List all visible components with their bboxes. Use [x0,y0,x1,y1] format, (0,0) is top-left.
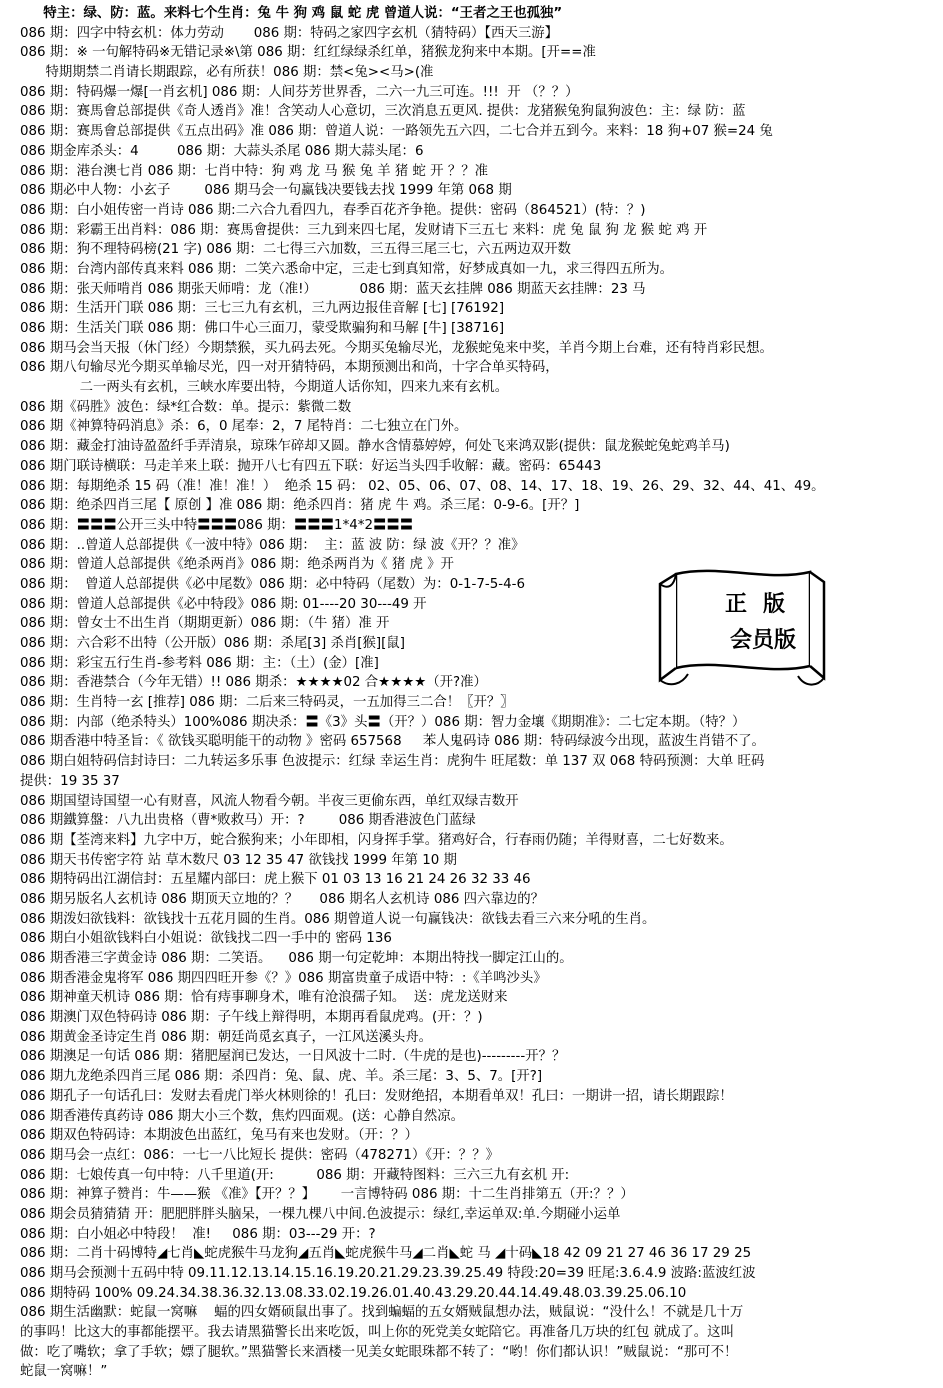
text-line: 086 期另版名人玄机诗 086 期顶天立地的？？ 086 期名人玄机诗 086 四六靠边的？ [20,891,544,907]
text-line: 086 期：曾女士不出生肖（期期更新）086 期：（牛 猪）准 开 [20,616,390,632]
edition-stamp [708,586,818,658]
text-line: 086 期：内部（绝杀特头）100%086 期决杀：〓《3》头〓（开？）086 期：智力金壤《期期准》：二七定本期。（特？） [20,714,746,730]
text-line: 086 期国望诗国望一心有财喜，风流人物看今朝。半夜三更偷东西，单红双绿吉数开 [20,793,519,809]
text-line: 086 期九龙绝杀四肖三尾 086 期：杀四肖：兔、鼠、虎、羊。杀三尾：3、5、7。[开?] [20,1069,543,1085]
text-line: 086 期澳门双色特码诗 086 期：子午线上辩得明，本期再看鼠虎鸡。(开：？) [20,1010,483,1026]
text-line: 086 期：张天师啃肖 086 期张天师啃：龙（准!） 086 期：蓝天玄挂牌 086 期蓝天玄挂牌：23 马 [20,281,646,297]
text-line: 086 期：白小姐必中特段！ 准! 086 期：03---29 开：? [20,1226,376,1242]
text-line: 086 期澳足一句话 086 期：猪肥屋润已发达，一日风波十二时.（牛虎的是也)---------开？？ [20,1049,566,1065]
text-line: 086 期必中人物：小玄子 086 期马会一句赢钱决要钱去找 1999 年第 068 期 [20,183,512,199]
text-line: 特期期禁二肖请长期跟踪，必有所获！086 期：禁<兔><马>(准 [20,65,434,81]
text-line: 086 期： 曾道人总部提供《必中尾数》086 期：必中特码（尾数）为：0-1-7-5-4-6 [20,576,525,592]
text-line: 086 期马会一点红：086：一七一八比短长 提供：密码（478271）《开：？？》 [20,1147,499,1163]
text-line: 086 期孔子一句话孔曰：发财去看虎门举火林则徐的！孔曰：发财绝招，本期看单双！孔曰：一期讲一招，请长期跟踪！ [20,1088,733,1104]
text-line: 086 期《神算特码消息》杀：6，0 尾奉：2，7 尾特肖：二七独立在门外。 [20,419,468,435]
text-line: 086 期白姐特码信封诗曰：二九转运多乐事 色波提示：红绿 幸运生肖：虎狗牛 旺尾数：单 137 双 068 特码预测：大单 旺码 [20,754,765,770]
text-line: 086 期香港金鬼将军 086 期四四旺开参《？》086 期富贵童子成语中特：:《羊鸣沙头》 [20,970,547,986]
text-line: 086 期门联诗横联：马走羊来上联：抛开八七有四五下联：好运当头四手收解：藏。密码：65443 [20,458,602,474]
text-line: 086 期金库杀头：4 086 期：大蒜头杀尾 086 期大蒜头尾：6 [20,143,424,159]
text-line: 086 期：香港禁合（今年无错）!! 086 期杀：★★★★02 合★★★★（开?准） [20,675,487,691]
text-line: 086 期《码胜》波色：绿*红合数：单。提示：紫微二数 [20,399,352,415]
text-line: 086 期：白小姐传密一肖诗 086 期:二六合九看四九，春季百花齐争艳。提供：密码（864521）(特：？) [20,202,646,218]
text-line: 提供：19 35 37 [20,773,120,789]
text-line: 086 期双色特码诗：本期波色出蓝红，兔马有来也发财。（开：？） [20,1128,419,1144]
text-line: 086 期黄金圣诗定生肖 086 期：朝廷尚觅玄真子，一江风送溪头舟。 [20,1029,433,1045]
stamp-line-2: 会员版 [729,627,796,653]
text-line: 086 期：藏金打油诗盈盈纤手弄清泉，琼珠乍碎却又圆。静水含情慕婷婷，何处飞来鸿双影(提供：鼠龙猴蛇兔蛇鸡羊马) [20,439,730,455]
text-line: 086 期：生肖特一玄 [推荐] 086 期：二后来三特码灵，一五加得三二合！〖开？〗 [20,695,514,711]
text-line: 086 期：神算子赞肖：牛——猴 《准》【开？？】 一言博特码 086 期：十二生肖排第五（开:？？） [20,1187,634,1203]
stamp-line-1: 正版 [724,591,801,617]
text-line: 086 期香港传真药诗 086 期大小三个数，焦灼四面观。(送：心静自然凉。 [20,1108,465,1124]
text-line: 086 期白小姐欲钱料白小姐说：欲钱找二四一手中的 密码 136 [20,931,392,947]
text-line: 086 期：台湾内部传真来料 086 期：二笑六悉命中定，三走七到真知常，好梦成真如一九，求三得四五所为。 [20,261,674,277]
text-line: 086 期：港台澳七肖 086 期：七肖中特：狗 鸡 龙 马 猴 兔 羊 猪 蛇 开 ？？准 [20,163,488,179]
text-line: 086 期：四字中特玄机：体力劳动 086 期：特码之家四字玄机（猜特码）【西天三游】 [20,25,559,41]
text-line: 086 期：赛馬會总部提供《五点出码》准 086 期：曾道人说：一路领先五六四，二七合并五到今。来料：18 狗+07 猴=24 兔 [20,124,773,140]
text-line: 086 期：绝杀四肖三尾【 原创 】准 086 期：绝杀四肖：猪 虎 牛 鸡。杀三尾：0-9-6。[开？] [20,498,580,514]
text-line: 086 期泼妇欲钱料：欲钱找十五花月圆的生肖。086 期曾道人说一句赢钱决：欲钱去看三六来分吼的生肖。 [20,911,656,927]
text-line: 086 期：※ 一句解特码※无错记录※\第 086 期：红红绿绿杀红单，猪猴龙狗来中本期。[开==准 [20,45,596,61]
text-line: 086 期：彩宝五行生肖-参考料 086 期：主：（土）(金）[准] [20,655,379,671]
text-line: 086 期马会预测十五码中特 09.11.12.13.14.15.16.19.20.21.29.23.39.25.49 特段:20=39 旺尾:3.6.4.9 波路:蓝波红波 [20,1266,756,1281]
text-line: 086 期特码出江湖信封：五星耀内部曰：虎上猴下 01 03 13 16 21 24 26 32 33 46 [20,872,531,888]
text-line: 做：吃了嘴软；拿了手软；嫖了腿软。”黑猫警长来酒楼一见美女蛇眼珠都不转了：“哟！你们都认识！”贼鼠说：“那可不！ [20,1344,738,1360]
text-line: 086 期鐵算盤：八九出贵格（曹*败救马）开：? 086 期香港波色门蓝绿 [20,813,476,829]
text-line: 086 期香港中特圣旨：《 欲钱买聪明能干的动物 》密码 657568 苯人鬼码诗 086 期：特码绿波今出现，蓝波生肖错不了。 [20,734,765,750]
text-line: 二一两头有玄机，三峡水库要出特，今期道人话你知，四来九来有玄机。 [20,380,509,396]
text-line: 086 期八句输尽光今期买单输尽光，四一对开猜特码，本期预测出和尚，十字合单买特码， [20,360,559,376]
text-line: 086 期：特码爆一爆[一肖玄机] 086 期：人间芬芳世界香，二六一九三可连。!!! 开 （？？） [20,84,579,100]
text-line: 086 期：生活开门联 086 期：三七三九有玄机，三九两边报佳音解 [七] [76192] [20,301,505,317]
text-line: 086 期：赛馬會总部提供《奇人透肖》准！含笑动人心意切，三次消息五更风. 提供：龙猪猴兔狗鼠狗波色：主：绿 防：蓝 [20,104,746,120]
text-line: 086 期马会当天报（休门经）今期禁猴，买九码去死。今期买兔输尽光，龙猴蛇兔来中奖，羊肖今期上台难，还有特肖彩民想。 [20,340,773,356]
text-line: 086 期：二肖十码博特◢七肖◣蛇虎猴牛马龙狗◢五肖◣蛇虎猴牛马◢二肖◣蛇 马 ◢十码◣18 42 09 21 27 46 36 17 29 25 [20,1246,752,1262]
text-line: 086 期神童天机诗 086 期：恰有痔事聊身术，唯有沧浪孺子知。 送：虎龙送财来 [20,990,508,1006]
text-line: 特主：绿、防：蓝。来料七个生肖：兔 牛 狗 鸡 鼠 蛇 虎 曾道人说：“王者之王也孤独” [20,6,563,21]
text-line: 086 期香港三字黄金诗 086 期：二笑语。 086 期一句定乾坤：本期出特找一脚定江山的。 [20,951,573,966]
text-line: 蛇鼠一窝嘛！” [20,1364,108,1380]
text-line: 086 期生活幽默：蛇鼠一窝嘛 蝠的四女婿硕鼠出事了。找到蝙蝠的五女婿贼鼠想办法，贼鼠说：“没什么！不就是几十万 [20,1305,744,1321]
text-line: 086 期会员猜猜猜 开：肥肥胖胖头脑呆，一棵九棵八中间.色波提示：绿红,幸运单双:单.今期碰小运单 [20,1206,621,1222]
text-line: 086 期：六合彩不出特（公开版）086 期：杀尾[3] 杀肖[猴][鼠] [20,636,405,651]
text-line: 086 期：七娘传真一句中特：八千里道(开: 086 期：开藏特图料：三六三九有玄机 开: [20,1167,570,1183]
text-line: 086 期：狗不理特码榜(21 字) 086 期：二七得三六加数，三五得三尾三七，六五两边双开数 [20,242,571,258]
text-line: 086 期特码 100% 09.24.34.38.36.32.13.08.33.02.19.26.01.40.43.29.20.44.14.49.48.03.39.25.06.10 [20,1285,687,1301]
text-line: 086 期：每期绝杀 15 码（准！准！准！） 绝杀 15 码： 02、05、06、07、08、14、17、18、19、26、29、32、44、41、49。 [20,478,825,494]
text-line: 086 期天书传密字符 站 草木数尺 03 12 35 47 欲钱找 1999 年第 10 期 [20,852,457,868]
text-line: 的事吗！比这大的事都能摆平。我去请黑猫警长出来吃饭，叫上你的死党美女蛇陪它。再准备几万块的红包 就成了。这叫 [20,1325,734,1341]
text-line: 086 期：..曾道人总部提供《一波中特》086 期： 主：蓝 波 防：绿 波《开？？准》 [20,537,525,553]
text-line: 086 期：〓〓〓公开三头中特〓〓〓086 期：〓〓〓1*4*2〓〓〓 [20,517,414,533]
text-line: 086 期：彩霸王出肖料：086 期：赛馬會提供：三九到来四七尾，发财请下三五七 来料：虎 兔 鼠 狗 龙 猴 蛇 鸡 开 [20,222,708,238]
text-line: 086 期：生活关门联 086 期：佛口牛心三面刀，蒙受欺骗狗和马解 [牛] [38716] [20,321,505,336]
text-line: 086 期：曾道人总部提供《绝杀两肖》086 期：绝杀两肖为《 猪 虎 》开 [20,557,454,573]
text-line: 086 期【荃湾来料】九字中万，蛇合猴狗来；小年即相，闪身挥手掌。猪鸡好合，行春雨仍随；羊得财喜，二七好数来。 [20,832,733,848]
text-line: 086 期：曾道人总部提供《必中特段》086 期: 01----20 30---49 开 [20,596,427,612]
